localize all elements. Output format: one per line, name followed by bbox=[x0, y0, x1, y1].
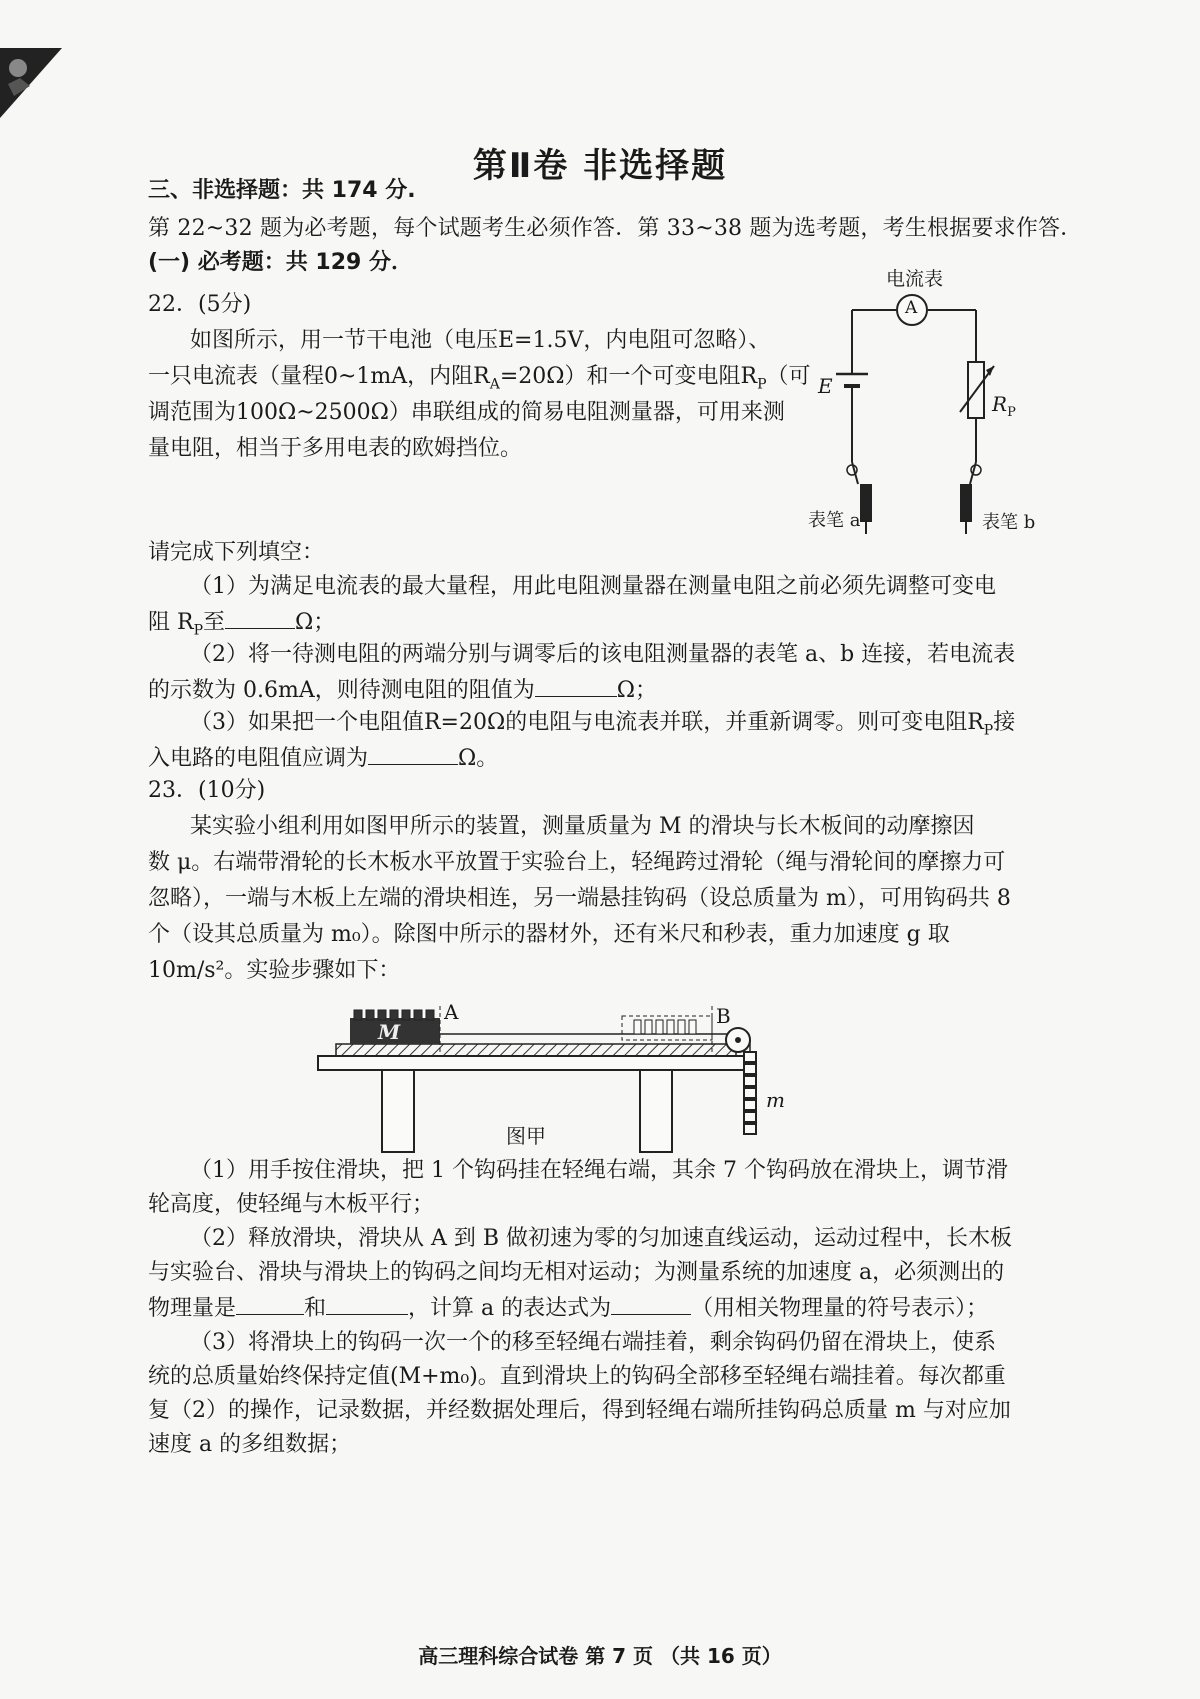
answer-blank[interactable] bbox=[326, 1292, 408, 1315]
position-b-label: B bbox=[716, 1004, 731, 1028]
figure-caption: 图甲 bbox=[506, 1124, 546, 1148]
q22-part1-line1: （1）为满足电流表的最大量程，用此电阻测量器在测量电阻之前必须先调整可变电 bbox=[190, 574, 996, 599]
q23-step3-line4: 速度 a 的多组数据； bbox=[148, 1432, 352, 1457]
q23-text-line5: 10m/s²。实验步骤如下： bbox=[148, 958, 401, 983]
required-heading: (一) 必考题：共 129 分． bbox=[148, 250, 414, 275]
q22-prompt: 请完成下列填空： bbox=[148, 540, 325, 565]
answer-blank[interactable] bbox=[535, 674, 617, 697]
q23-step3-line1: （3）将滑块上的钩码一次一个的移至轻绳右端挂着，剩余钩码仍留在滑块上，使系 bbox=[190, 1330, 996, 1355]
hanging-mass-label: m bbox=[766, 1088, 785, 1112]
q22-part2-line1: （2）将一待测电阻的两端分别与调零后的该电阻测量器的表笔 a、b 连接，若电流表 bbox=[190, 642, 1016, 667]
instructions-text: 第 22~32 题为必考题，每个试题考生必须作答．第 33~38 题为选考题，考生根据要求作答． bbox=[148, 216, 1083, 241]
q22-part1-line2: 阻 $R_P$至 Ω； bbox=[148, 606, 335, 645]
q22-text-line4: 量电阻，相当于多用电表的欧姆挡位。 bbox=[148, 436, 523, 461]
q22-text-line1: 如图所示，用一节干电池（电压E=1.5V，内电阻可忽略）、 bbox=[190, 328, 771, 353]
probe-b-icon bbox=[960, 484, 972, 522]
q23-step2-line3: 物理量是 和 ，计算 a 的表达式为 （用相关物理量的符号表示）； bbox=[148, 1292, 988, 1324]
q22-part3-line2: 入电路的电阻值应调为 Ω。 bbox=[148, 742, 498, 774]
q23-step3-line3: 复（2）的操作，记录数据，并经数据处理后，得到轻绳右端所挂钩码总质量 m 与对应加 bbox=[148, 1398, 1011, 1423]
position-a-label: A bbox=[444, 1000, 459, 1024]
section-title: 第Ⅱ卷 非选择题 bbox=[472, 146, 728, 186]
section-heading: 三、非选择题：共 174 分. bbox=[148, 178, 416, 203]
slider-mass-label: M bbox=[378, 1020, 401, 1044]
probe-b-label: 表笔 b bbox=[982, 512, 1036, 533]
answer-blank[interactable] bbox=[225, 606, 295, 629]
q22-part2-line2: 的示数为 0.6mA，则待测电阻的阻值为 Ω； bbox=[148, 674, 657, 706]
q23-text-line2: 数 μ。右端带滑轮的长木板水平放置于实验台上，轻绳跨过滑轮（绳与滑轮间的摩擦力可 bbox=[148, 850, 1006, 875]
q22-number: 22．(5分) bbox=[148, 292, 252, 317]
q22-text-line2: 一只电流表（量程0~1mA，内阻$R_A=20\Omega$）和一个可变电阻$R_P$（可 bbox=[148, 364, 811, 393]
answer-blank[interactable] bbox=[611, 1292, 691, 1315]
q22-text-line3: 调范围为100Ω~2500Ω）串联组成的简易电阻测量器，可用来测 bbox=[148, 400, 785, 425]
ammeter-symbol: A bbox=[905, 298, 918, 318]
rheostat-label: $R_P$ bbox=[992, 392, 1016, 420]
probe-a-label: 表笔 a bbox=[808, 510, 861, 531]
probe-a-icon bbox=[860, 484, 872, 522]
q22-part3-line1: （3）如果把一个电阻值R=20Ω的电阻与电流表并联，并重新调零。则可变电阻$R_P$接 bbox=[190, 710, 1016, 739]
q23-step1-line1: （1）用手按住滑块，把 1 个钩码挂在轻绳右端，其余 7 个钩码放在滑块上，调节滑 bbox=[190, 1158, 1008, 1183]
page-footer: 高三理科综合试卷 第 7 页 （共 16 页） bbox=[418, 1644, 782, 1668]
battery-label: E bbox=[818, 374, 833, 398]
q23-text-line3: 忽略），一端与木板上左端的滑块相连，另一端悬挂钩码（设总质量为 m），可用钩码共 8 bbox=[148, 886, 1011, 911]
q23-step2-line2: 与实验台、滑块与滑块上的钩码之间均无相对运动；为测量系统的加速度 a，必须测出的 bbox=[148, 1260, 1005, 1285]
q23-step3-line2: 统的总质量始终保持定值(M+m₀)。直到滑块上的钩码全部移至轻绳右端挂着。每次都重 bbox=[148, 1364, 1006, 1389]
hanging-weights-icon bbox=[744, 1052, 756, 1134]
answer-blank[interactable] bbox=[368, 742, 458, 765]
q23-text-line4: 个（设其总质量为 m₀）。除图中所示的器材外，还有米尺和秒表，重力加速度 g 取 bbox=[148, 922, 950, 947]
q23-number: 23．(10分) bbox=[148, 778, 266, 803]
answer-blank[interactable] bbox=[236, 1292, 304, 1315]
corner-stamp-icon bbox=[0, 48, 62, 118]
q23-text-line1: 某实验小组利用如图甲所示的装置，测量质量为 M 的滑块与长木板间的动摩擦因 bbox=[190, 814, 975, 839]
q23-step1-line2: 轮高度，使轻绳与木板平行； bbox=[148, 1192, 435, 1217]
q23-step2-line1: （2）释放滑块，滑块从 A 到 B 做初速为零的匀加速直线运动，运动过程中，长木板 bbox=[190, 1226, 1013, 1251]
ammeter-label: 电流表 bbox=[886, 268, 944, 290]
